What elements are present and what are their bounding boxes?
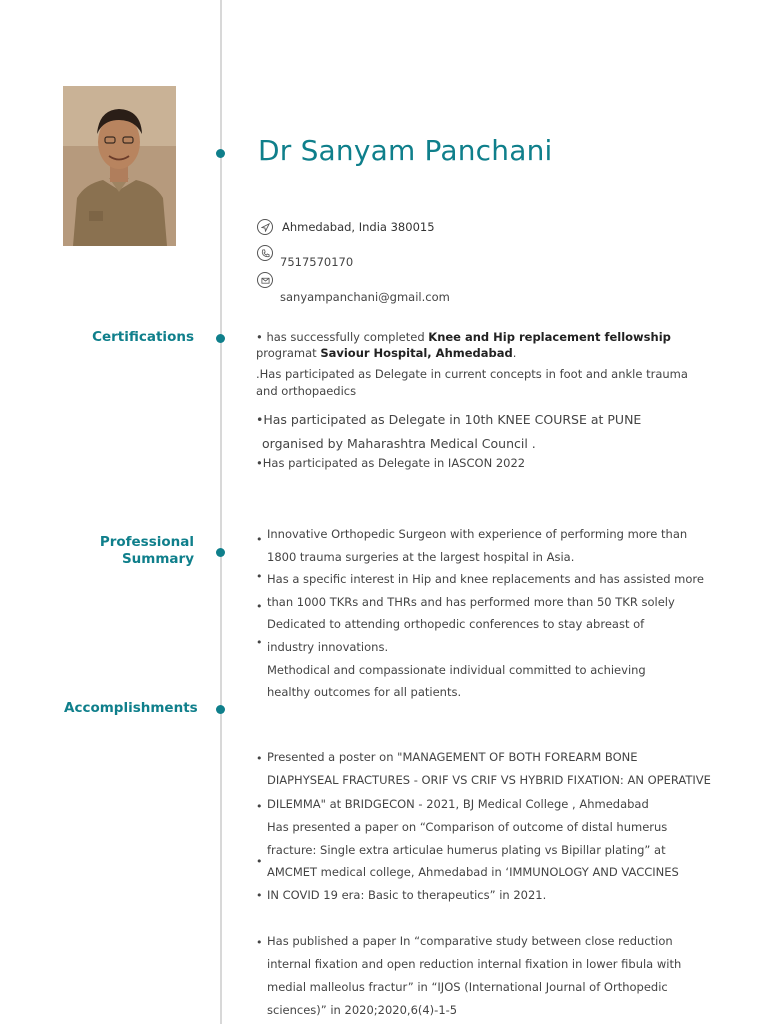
cert-line-4: and orthopaedics	[256, 384, 357, 398]
summary-line: than 1000 TKRs and THRs and has performed more than 50 TKR solely	[267, 595, 675, 609]
cert-line-2-bold: Saviour Hospital, Ahmedabad	[320, 346, 513, 360]
summary-bullet: •	[256, 570, 263, 583]
summary-line: healthy outcomes for all patients.	[267, 685, 462, 699]
address-text: Ahmedabad, India 380015	[282, 220, 435, 234]
accomplishment-line: IN COVID 19 era: Basic to therapeutics” in 2021.	[267, 888, 547, 902]
accomplishment-line: internal fixation and open reduction internal fixation in lower fibula with	[267, 957, 682, 971]
professional-summary-heading	[64, 534, 194, 568]
cert-line-2-pre: programat	[256, 346, 321, 360]
summary-bullet: •	[256, 533, 263, 546]
profile-photo	[63, 86, 176, 246]
location-icon	[257, 219, 273, 235]
summary-line: industry innovations.	[267, 640, 389, 654]
cert-line-1-bold: Knee and Hip replacement fellowship	[428, 330, 671, 344]
cert-line-2-post: .	[512, 346, 517, 360]
summary-line: Has a specific interest in Hip and knee replacements and has assisted more	[267, 572, 704, 586]
summary-bullet: •	[256, 636, 263, 649]
email-text: sanyampanchani@gmail.com	[280, 290, 450, 304]
accomplishment-bullet: •	[256, 752, 263, 765]
accomplishment-line: DILEMMA" at BRIDGECON - 2021, BJ Medical College , Ahmedabad	[267, 797, 649, 811]
accomplishments-dot	[216, 705, 225, 714]
certifications-dot	[216, 334, 225, 343]
cert-line-1-pre: has successfully completed	[266, 330, 429, 344]
accomplishments-heading: Accomplishments	[64, 700, 198, 716]
email-row	[257, 272, 282, 288]
summary-line: Innovative Orthopedic Surgeon with experience of performing more than	[267, 527, 688, 541]
accomplishment-line: AMCMET medical college, Ahmedabad in ‘IMMUNOLOGY AND VACCINES	[267, 865, 679, 879]
phone-row	[257, 245, 282, 261]
summary-line: Dedicated to attending orthopedic conferences to stay abreast of	[267, 617, 645, 631]
accomplishment-line: DIAPHYSEAL FRACTURES - ORIF VS CRIF VS HYBRID FIXATION: AN OPERATIVE	[267, 773, 711, 787]
summary-line: 1800 trauma surgeries at the largest hospital in Asia.	[267, 550, 575, 564]
accomplishment-bullet: •	[256, 800, 263, 813]
accomplishment-line: sciences)” in 2020;2020,6(4)-1-5	[267, 1003, 458, 1017]
summary-bullet: •	[256, 600, 263, 613]
candidate-name: Dr Sanyam Panchani	[258, 134, 553, 167]
cert-line-6: organised by Maharashtra Medical Council .	[262, 436, 536, 451]
address-row	[257, 219, 435, 235]
cert-line-2	[256, 345, 516, 361]
cert-line-5: •Has participated as Delegate in 10th KNEE COURSE at PUNE	[256, 412, 642, 427]
phone-text: 7517570170	[280, 255, 354, 269]
accomplishment-bullet: •	[256, 855, 263, 868]
cert-line-3: .Has participated as Delegate in current concepts in foot and ankle trauma	[256, 367, 688, 381]
professional-summary-heading-line1: Professional	[99, 534, 194, 550]
email-icon	[257, 272, 273, 288]
accomplishment-line: Has published a paper In “comparative study between close reduction	[267, 934, 673, 948]
accomplishment-line: medial malleolus fractur” in “IJOS (International Journal of Orthopedic	[267, 980, 668, 994]
summary-line: Methodical and compassionate individual committed to achieving	[267, 663, 646, 677]
professional-summary-heading-line2: Summary	[121, 551, 194, 567]
accomplishment-bullet: •	[256, 936, 263, 949]
accomplishment-line: Presented a poster on "MANAGEMENT OF BOTH FOREARM BONE	[267, 750, 638, 764]
cert-line-7: •Has participated as Delegate in IASCON 2022	[256, 456, 526, 470]
certifications-heading: Certifications	[92, 329, 194, 345]
accomplishment-line: fracture: Single extra articulae humerus plating vs Bipillar plating” at	[267, 843, 666, 857]
phone-icon	[257, 245, 273, 261]
professional-summary-dot	[216, 548, 225, 557]
cert-line-1: • has successfully completed Knee and Hip replacement fellowship	[256, 330, 671, 344]
accomplishment-line: Has presented a paper on “Comparison of outcome of distal humerus	[267, 820, 668, 834]
name-dot	[216, 149, 225, 158]
accomplishment-bullet: •	[256, 889, 263, 902]
